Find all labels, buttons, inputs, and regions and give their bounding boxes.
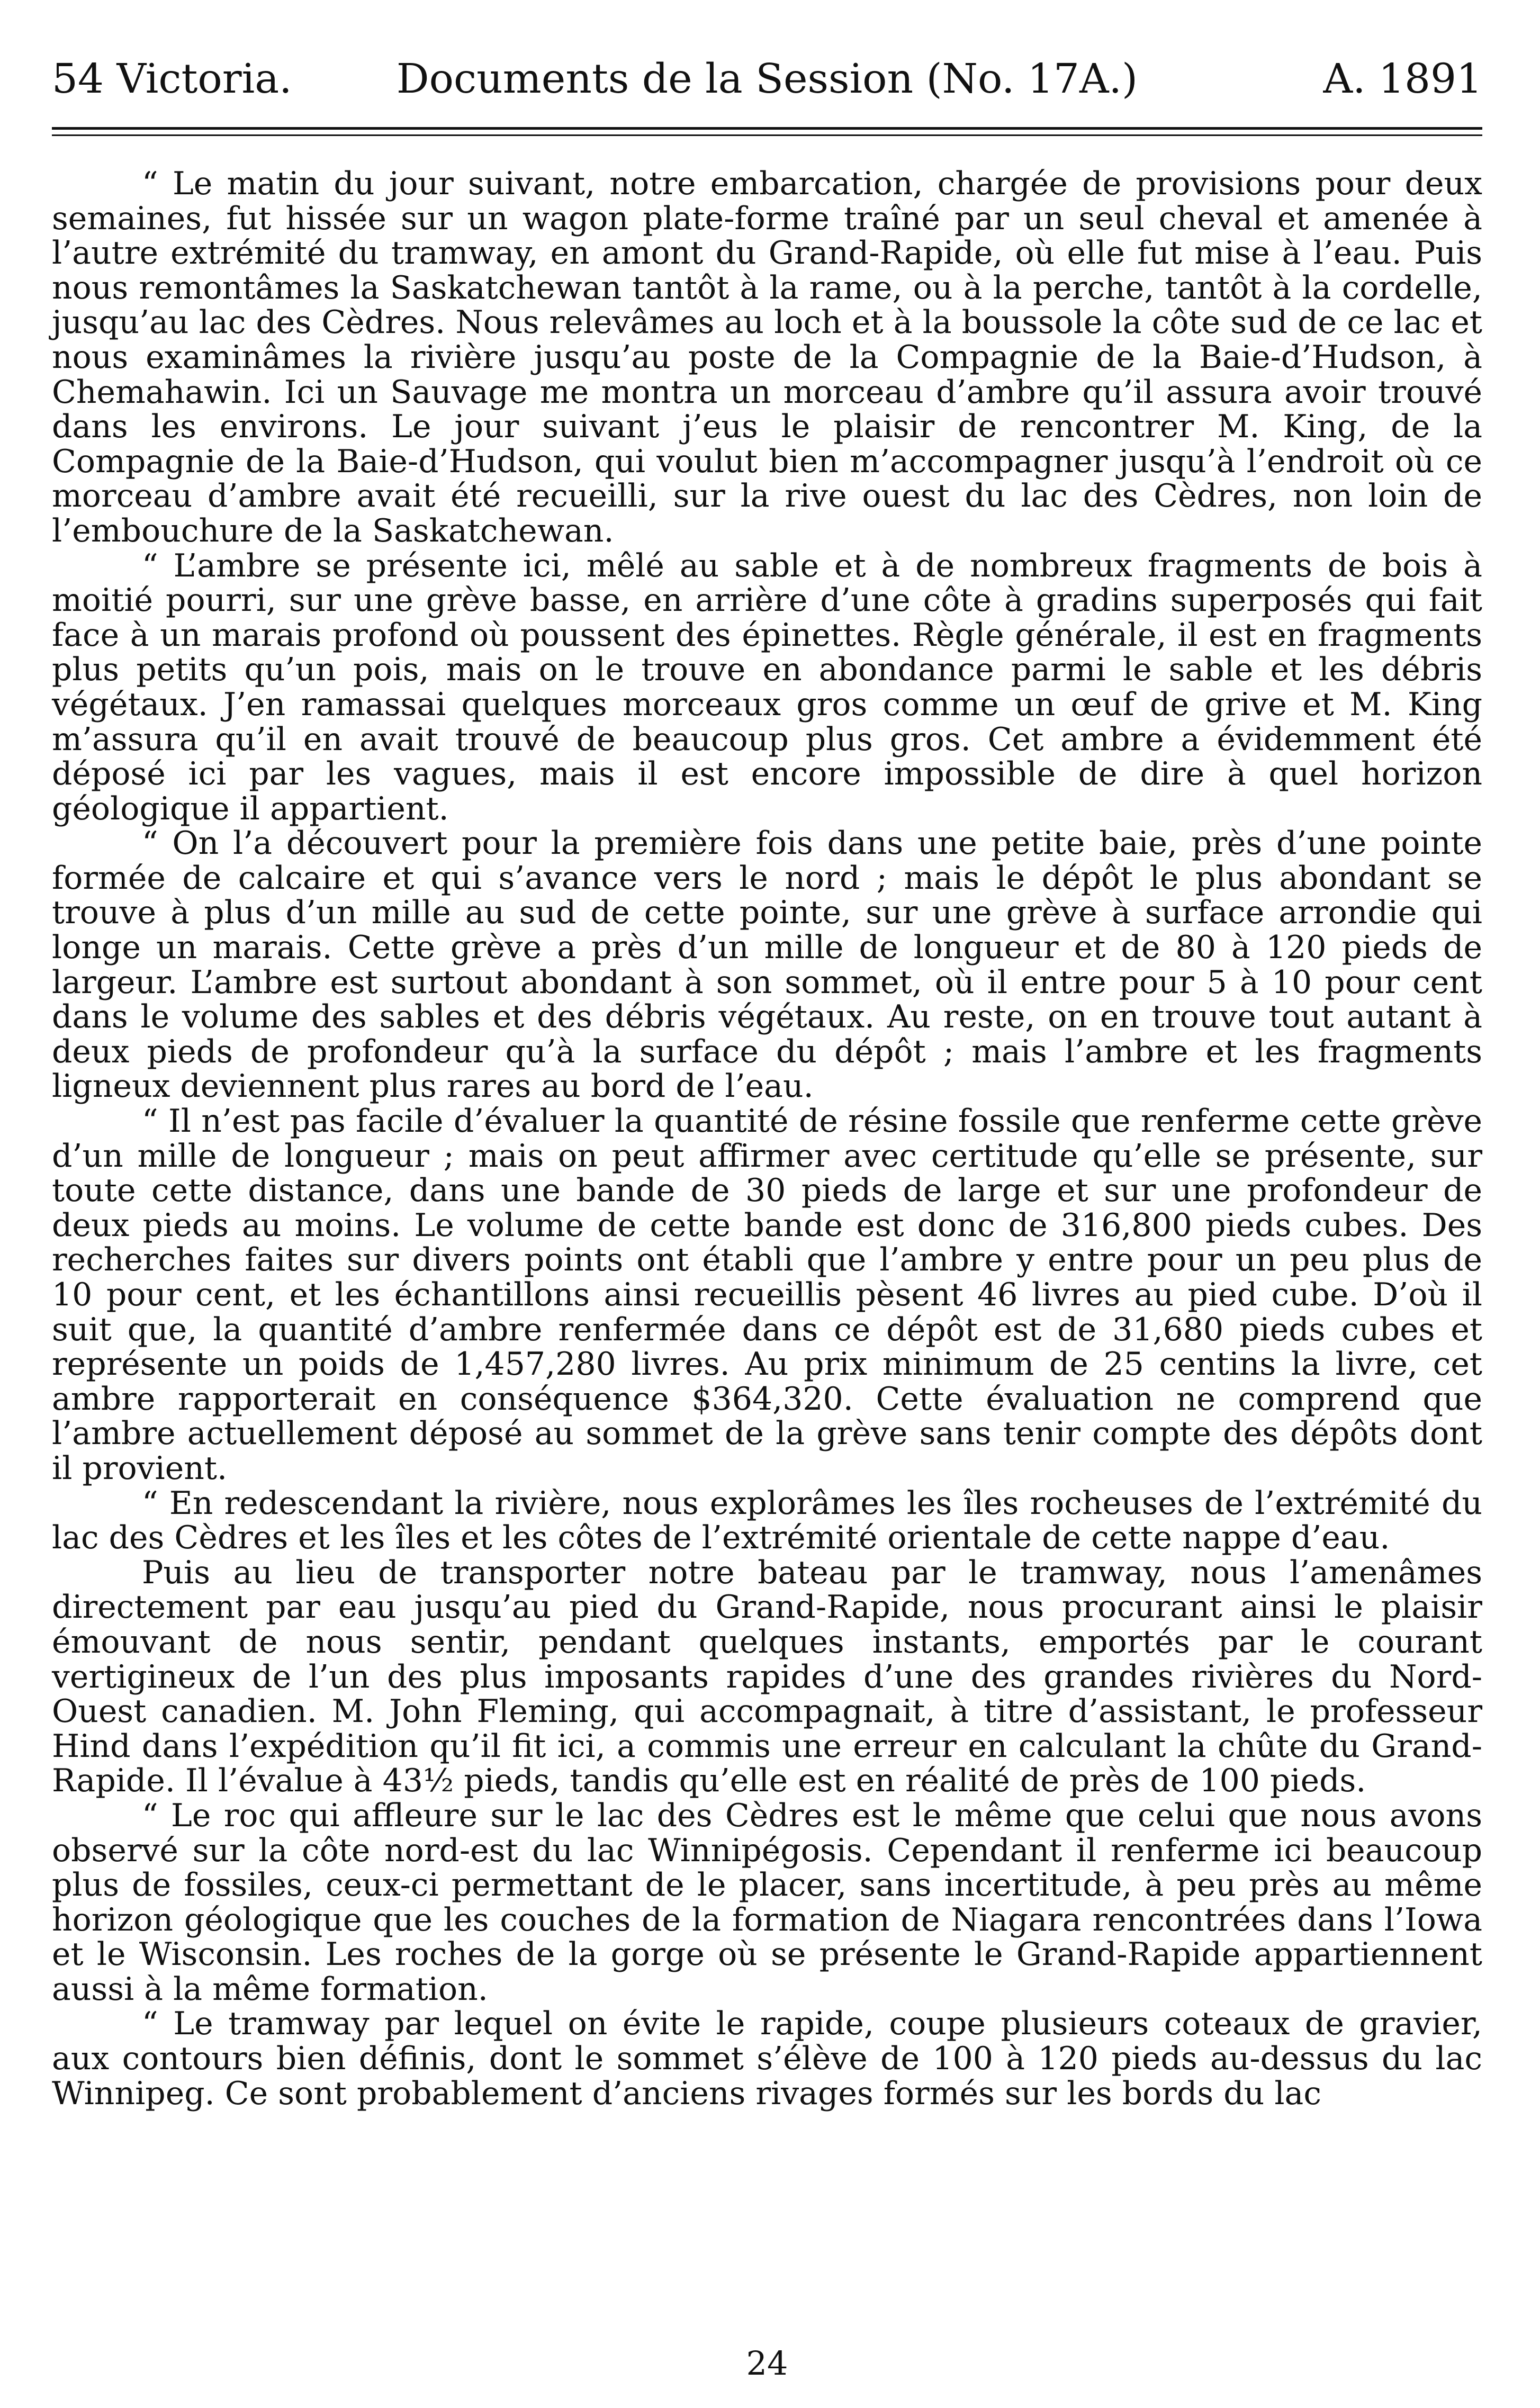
header-volume: 54 Victoria. [52, 56, 292, 103]
running-header [52, 48, 1482, 111]
document-page [52, 48, 1482, 2383]
header-rule-secondary [52, 134, 1482, 136]
paragraph: “ Il n’est pas facile d’évaluer la quantité de résine fossile que renferme cette grève d’un mille de longueur ; mais on peut affirmer avec certitude qu’elle se présente, sur toute cette distance, dans une bande de 30 pieds de large et sur une profondeur de deux pieds au moins. Le volume de cette bande est donc de 316,800 pieds cubes. Des recherches faites sur divers points ont établi que l’ambre y entre pour un peu plus de 10 pour cent, et les échantillons ainsi recueillis pèsent 46 livres au pied cube. D’où il suit que, la quantité d’ambre renfermée dans ce dépôt est de 31,680 pieds cubes et représente un poids de 1,457,280 livres. Au prix minimum de 25 centins la livre, cet ambre rapporterait en conséquence $364,320. Cette évaluation ne comprend que l’ambre actuellement déposé au sommet de la grève sans tenir compte des dépôts dont il provient. [52, 1103, 1482, 1487]
paragraph: Puis au lieu de transporter notre bateau par le tramway, nous l’amenâmes directement par eau jusqu’au pied du Grand-Rapide, nous procurant ainsi le plaisir émouvant de nous sentir, pendant quelques instants, emportés par le courant vertigineux de l’un des plus imposants rapides d’une des grandes rivières du Nord-Ouest canadien. M. John Fleming, qui accompagnait, à titre d’assistant, le professeur Hind dans l’expédition qu’il fit ici, a commis une erreur en calculant la chûte du Grand-Rapide. Il l’évalue à 43½ pieds, tandis qu’elle est en réalité de près de 100 pieds. [52, 1554, 1482, 1800]
header-title: Documents de la Session (No. 17A.) [396, 56, 1138, 103]
paragraph: “ L’ambre se présente ici, mêlé au sable et à de nombreux fragments de bois à moitié pourri, sur une grève basse, en arrière d’une côte à gradins superposés qui fait face à un marais profond où poussent des épinettes. Règle générale, il est en fragments plus petits qu’un pois, mais on le trouve en abondance parmi le sable et les débris végétaux. J’en ramassai quelques morceaux gros comme un œuf de grive et M. King m’assura qu’il en avait trouvé de beaucoup plus gros. Cet ambre a évidemment été déposé ici par les vagues, mais il est encore impossible de dire à quel horizon géologique il appartient. [52, 547, 1482, 827]
header-rule [52, 127, 1482, 130]
header-year: A. 1891 [1323, 56, 1482, 103]
paragraph: “ Le roc qui affleure sur le lac des Cèdres est le même que celui que nous avons observé sur la côte nord-est du lac Winnipégosis. Cependant il renferme ici beaucoup plus de fossiles, ceux-ci permettant de le placer, sans incertitude, à peu près au même horizon géologique que les couches de la formation de Niagara rencontrées dans l’Iowa et le Wisconsin. Les roches de la gorge où se présente le Grand-Rapide appartiennent aussi à la même formation. [52, 1797, 1482, 2008]
paragraph: “ On l’a découvert pour la première fois dans une petite baie, près d’une pointe formée de calcaire et qui s’avance vers le nord ; mais le dépôt le plus abondant se trouve à plus d’un mille au sud de cette pointe, sur une grève à surface arrondie qui longe un marais. Cette grève a près d’un mille de longueur et de 80 à 120 pieds de largeur. L’ambre est surtout abondant à son sommet, où il entre pour 5 à 10 pour cent dans le volume des sables et des débris végétaux. Au reste, on en trouve tout autant à deux pieds de profondeur qu’à la surface du dépôt ; mais l’ambre et les fragments ligneux deviennent plus rares au bord de l’eau. [52, 825, 1482, 1105]
paragraph: “ Le tramway par lequel on évite le rapide, coupe plusieurs coteaux de gravier, aux contours bien définis, dont le sommet s’élève de 100 à 120 pieds au-dessus du lac Winnipeg. Ce sont probablement d’anciens rivages formés sur les bords du lac [52, 2005, 1482, 2112]
body-text [52, 167, 1482, 2111]
paragraph: “ En redescendant la rivière, nous explorâmes les îles rocheuses de l’extrémité du lac des Cèdres et les îles et les côtes de l’extrémité orientale de cette nappe d’eau. [52, 1484, 1482, 1557]
page-number: 24 [746, 2344, 788, 2383]
paragraph: “ Le matin du jour suivant, notre embarcation, chargée de provisions pour deux semaines, fut hissée sur un wagon plate-forme traîné par un seul cheval et amenée à l’autre extrémité du tramway, en amont du Grand-Rapide, où elle fut mise à l’eau. Puis nous remontâmes la Saskatchewan tantôt à la rame, ou à la perche, tantôt à la cordelle, jusqu’au lac des Cèdres. Nous relevâmes au loch et à la boussole la côte sud de ce lac et nous examinâmes la rivière jusqu’au poste de la Compagnie de la Baie-d’Hudson, à Chemahawin. Ici un Sauvage me montra un morceau d’ambre qu’il assura avoir trouvé dans les environs. Le jour suivant j’eus le plaisir de rencontrer M. King, de la Compagnie de la Baie-d’Hudson, qui voulut bien m’accompagner jusqu’à l’endroit où ce morceau d’ambre avait été recueilli, sur la rive ouest du lac des Cèdres, non loin de l’embouchure de la Saskatchewan. [52, 165, 1482, 549]
